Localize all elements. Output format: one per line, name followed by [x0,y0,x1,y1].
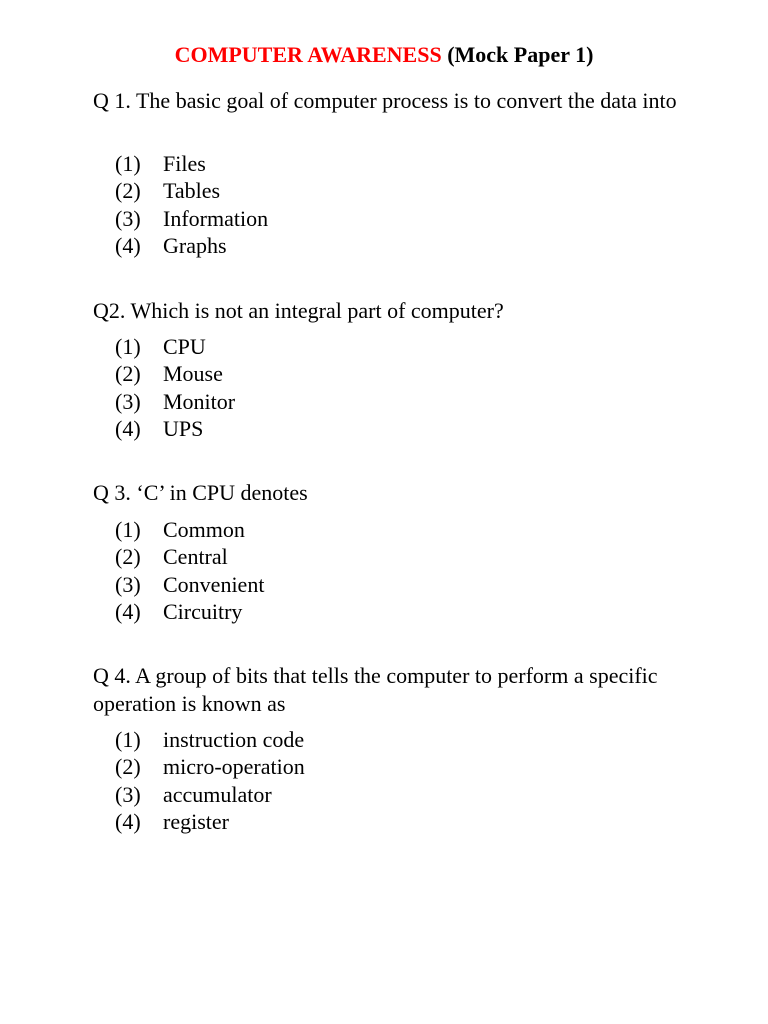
option-number: (2) [115,361,141,387]
option-item [115,333,235,360]
option-text: Circuitry [163,598,243,624]
question-3-options [115,516,264,625]
option-item [115,150,268,177]
option-text: micro-operation [163,754,305,780]
option-item [115,726,305,753]
option-number: (4) [115,598,141,624]
option-number: (3) [115,205,141,231]
option-item [115,753,305,780]
option-text: CPU [163,334,206,359]
option-number: (4) [115,232,141,258]
option-text: Graphs [163,232,227,258]
question-2-options [115,333,235,442]
option-number: (1) [115,727,141,752]
question-4-text: Q 4. A group of bits that tells the computer to perform a specific operation is known as [93,663,658,716]
question-1-text: Q 1. The basic goal of computer process is to convert the data into [93,88,677,113]
option-text: Tables [163,178,221,204]
option-item [115,360,235,387]
option-text: Mouse [163,361,223,387]
option-item [115,388,235,415]
question-4-options [115,726,305,835]
option-text: register [163,808,229,834]
option-text: Central [163,544,228,570]
option-number: (3) [115,388,141,414]
option-text: UPS [163,415,204,441]
page-title [0,41,768,69]
option-text: Information [163,205,269,231]
option-text: Monitor [163,388,236,414]
option-item [115,232,268,259]
option-number: (2) [115,754,141,780]
title-subject: COMPUTER AWARENESS [174,42,442,67]
option-item [115,205,268,232]
option-item [115,415,235,442]
option-number: (2) [115,544,141,570]
option-item [115,598,264,625]
option-number: (4) [115,415,141,441]
option-number: (1) [115,151,141,176]
option-text: accumulator [163,781,272,807]
option-number: (3) [115,571,141,597]
option-item [115,808,305,835]
option-number: (1) [115,334,141,359]
option-item [115,781,305,808]
title-paper: (Mock Paper 1) [447,42,594,67]
option-item [115,543,264,570]
option-number: (1) [115,517,141,542]
option-number: (4) [115,808,141,834]
option-number: (3) [115,781,141,807]
option-item [115,177,268,204]
question-3-text: Q 3. ‘C’ in CPU denotes [93,480,308,505]
option-item [115,516,264,543]
option-text: instruction code [163,727,305,752]
option-text: Files [163,151,206,176]
option-item [115,571,264,598]
question-2-text: Q2. Which is not an integral part of computer? [93,298,504,323]
option-text: Convenient [163,571,265,597]
option-text: Common [163,517,245,542]
question-1-options [115,150,268,259]
option-number: (2) [115,178,141,204]
